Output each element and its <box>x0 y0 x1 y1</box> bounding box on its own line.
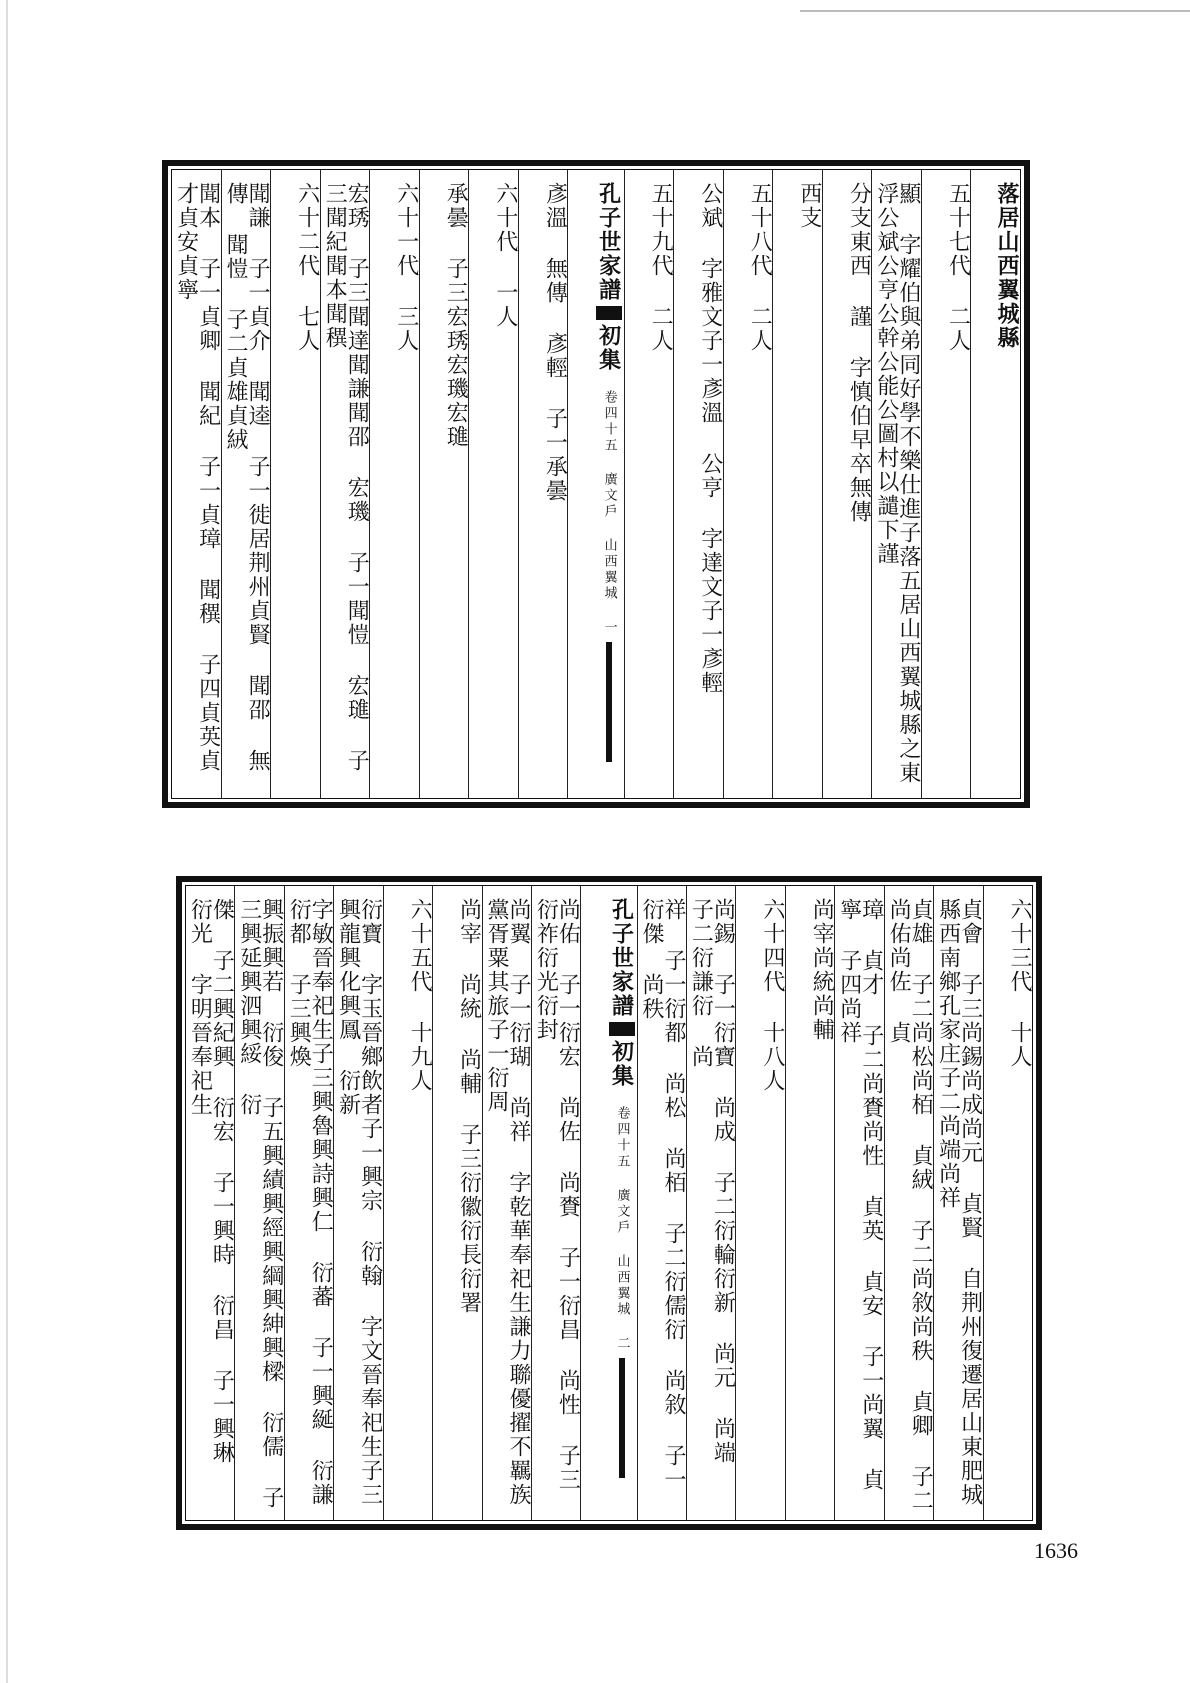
text-column <box>921 170 971 798</box>
text-column <box>884 886 933 1520</box>
volume-info: 卷四十五 廣文戶 山西翼城 <box>614 1088 630 1336</box>
text-column <box>333 886 382 1520</box>
collection-name: 初集 <box>608 1040 635 1088</box>
column-text: 璋 貞才 子二尚賚尚性 貞英 貞安 子一尚翼 貞寧 子四尚祥 <box>836 898 884 1492</box>
column-text: 聞謙 子一貞介 聞逵 子一徙居荆州貞賢 聞邵 無傳 聞愷 子二貞雄貞絨 <box>223 182 271 773</box>
text-column <box>673 170 723 798</box>
column-text: 字敏晉奉祀生子三興魯興詩興仁 衍蕃 子一興綖 衍謙 衍都 子三興煥 <box>286 898 334 1507</box>
genealogy-panel-upper <box>162 160 1030 808</box>
text-column <box>270 170 320 798</box>
folio-number: 一 <box>601 620 617 636</box>
text-column <box>772 170 822 798</box>
column-text: 傑 子二興紀興 衍宏 子一興時 衍昌 子一興琳 衍光 字明晉奉祀生 <box>187 898 235 1465</box>
column-text: 尚佑 子一衍宏 尚佐 尚賚 子一衍昌 尚性 子三衍祚衍光衍封 <box>533 898 581 1492</box>
column-text: 承曇 子三宏琇宏璣宏璡 <box>443 182 469 449</box>
fishtail-mark <box>596 306 622 320</box>
fishtail-bar <box>606 642 612 762</box>
column-text: 西支 <box>796 182 822 230</box>
column-text: 六十五代 十九人 <box>407 898 433 1093</box>
column-text: 五十七代 二人 <box>945 182 971 353</box>
text-column <box>531 886 580 1520</box>
column-text: 興振興若 衍俊 子五興績興經興綱興紳興樑 衍儒 子三興延興泗興綏 衍 <box>236 898 284 1510</box>
page-edge-top <box>800 10 1190 12</box>
column-text: 六十四代 十八人 <box>759 898 785 1093</box>
volume-info: 卷四十五 廣文戶 山西翼城 <box>601 372 617 620</box>
folio-number: 二 <box>614 1336 630 1352</box>
column-text: 落居山西翼城縣 <box>994 182 1020 350</box>
text-column <box>432 886 481 1520</box>
column-text: 聞本 子一貞卿 聞紀 子一貞璋 聞穓 子四貞英貞才貞安貞寧 <box>173 182 221 773</box>
text-column <box>320 170 370 798</box>
page-edge-left <box>6 0 8 1683</box>
column-text: 五十八代 二人 <box>747 182 773 353</box>
text-column <box>234 886 283 1520</box>
column-text: 六十二代 七人 <box>294 182 320 353</box>
column-text: 尚宰 尚統 尚輔 子三衍徽衍長衍署 <box>456 898 482 1315</box>
text-column <box>221 170 271 798</box>
series-title: 孔子世家譜 <box>608 898 635 1018</box>
text-column <box>970 170 1020 798</box>
column-text: 宏琇 子三聞達聞謙聞邵 宏璣 子一聞愷 宏璡 子三聞紀聞本聞穓 <box>322 182 370 773</box>
fishtail-mark <box>609 1022 635 1036</box>
text-column <box>637 886 686 1520</box>
column-text: 六十三代 十人 <box>1007 898 1032 1069</box>
text-column <box>369 170 419 798</box>
column-text: 公斌 字雅文子一彥溫 公亨 字達文子一彥輕 <box>697 182 723 695</box>
text-column <box>518 170 568 798</box>
text-column <box>624 170 674 798</box>
column-text: 六十一代 三人 <box>393 182 419 353</box>
text-column <box>468 170 518 798</box>
column-text: 五十九代 二人 <box>648 182 674 353</box>
column-text: 六十代 一人 <box>492 182 518 329</box>
page-number: 1636 <box>1034 1538 1078 1563</box>
column-text: 貞會 子三尚錫尚成尚元 貞賢 自荆州復遷居山東肥城縣西南鄉孔家庄子二尚端尚祥 <box>935 898 983 1507</box>
text-column <box>686 886 735 1520</box>
column-text: 顯 字耀伯與弟同好學不樂仕進子落五居山西翼城縣之東浮公斌公亨公幹公能公圖村以譴下謹 <box>873 182 921 785</box>
text-column <box>735 886 784 1520</box>
series-title-column <box>580 886 636 1520</box>
text-column <box>822 170 872 798</box>
collection-name: 初集 <box>595 324 622 372</box>
fishtail-bar <box>619 1358 625 1478</box>
series-title: 孔子世家譜 <box>595 182 622 302</box>
text-column <box>983 886 1032 1520</box>
column-text: 貞雄 子二尚松尚栢 貞絨 子二尚敘尚秩 貞卿 子二尚佑尚佐 貞 <box>886 898 934 1513</box>
column-text: 分支東西 謹 字慎伯早卒無傳 <box>846 182 872 524</box>
panel-columns <box>185 885 1033 1521</box>
text-column <box>172 170 221 798</box>
column-text: 尚錫 子一衍寶 尚成 子二衍輪衍新 尚元 尚端 子二衍謙衍 尚 <box>688 898 736 1465</box>
text-column <box>723 170 773 798</box>
column-text: 衍寶 字玉晉鄉飲者子一興宗 衍翰 字文晉奉祀生子三興龍興化興鳳 衍新 <box>335 898 383 1507</box>
series-title-column <box>567 170 623 798</box>
text-column <box>186 886 234 1520</box>
genealogy-panel-lower <box>176 876 1042 1530</box>
column-text: 彥溫 無傳 彥輕 子一承曇 <box>542 182 568 503</box>
column-text: 尚翼 子一衍瑚 尚祥 字乾華奉祀生謙力聯優擢不羈族黨胥粟其旅子一衍周 <box>483 898 531 1507</box>
text-column <box>933 886 982 1520</box>
column-text: 祥 子一衍都 尚松 尚栢 子二衍儒衍 尚敘 子一衍傑 尚秩 <box>638 898 686 1492</box>
column-text: 尚宰尚統尚輔 <box>809 898 835 1042</box>
text-column <box>482 886 531 1520</box>
text-column <box>419 170 469 798</box>
text-column <box>284 886 333 1520</box>
panel-columns <box>171 169 1021 799</box>
text-column <box>383 886 432 1520</box>
text-column <box>785 886 834 1520</box>
text-column <box>871 170 921 798</box>
text-column <box>834 886 883 1520</box>
